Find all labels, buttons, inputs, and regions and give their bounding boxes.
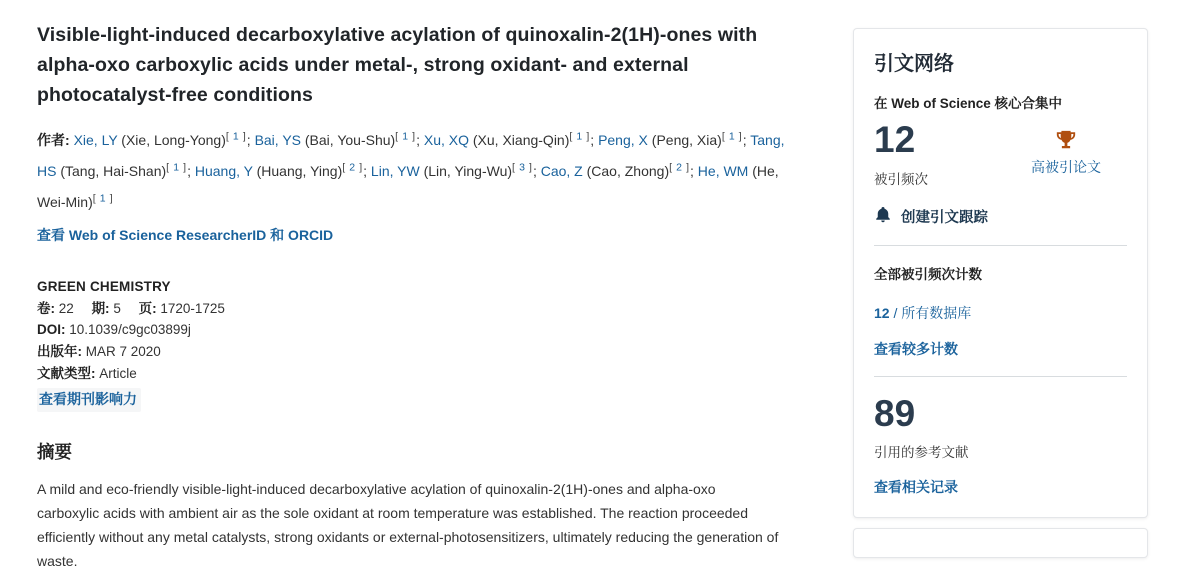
trophy-icon (1055, 129, 1077, 156)
pub-year-value: MAR 7 2020 (85, 344, 161, 360)
issue-label: 期: (91, 300, 110, 316)
author-link[interactable]: Lin, YW (370, 163, 420, 179)
author-affiliation-sup: [ 1 ] (166, 161, 188, 174)
pages-label: 页: (138, 300, 157, 316)
authors-label: 作者: (37, 132, 70, 148)
view-more-counts-link[interactable]: 查看较多计数 (874, 340, 958, 357)
author-affiliation-sup: [ 1 ] (569, 130, 591, 143)
create-citation-alert[interactable] (874, 205, 1127, 228)
journal-impact-link[interactable]: 查看期刊影响力 (37, 388, 141, 413)
author-separator: ; (416, 132, 424, 148)
researcherid-orcid-link[interactable]: 查看 Web of Science ResearcherID 和 ORCID (37, 227, 334, 243)
journal-info (37, 276, 787, 412)
next-panel-partial (853, 528, 1148, 558)
author-affiliation-link[interactable]: 2 (676, 161, 683, 174)
author-affiliation-link[interactable]: 1 (402, 130, 410, 143)
author-affiliation-link[interactable]: 1 (99, 192, 107, 205)
author-full-name: (He, Wei-Min) (37, 163, 779, 210)
highly-cited-badge[interactable] (1031, 120, 1101, 177)
divider (874, 245, 1127, 246)
pub-year-row (37, 341, 787, 363)
author-link[interactable]: Cao, Z (540, 163, 583, 179)
author-full-name: (Bai, You-Shu) (301, 132, 396, 148)
citation-network-heading: 引文网络 (874, 53, 954, 75)
author-affiliation-sup: [ 3 ] (512, 161, 533, 174)
pub-year-label: 出版年: (37, 344, 82, 360)
abstract-heading: 摘要 (37, 442, 72, 463)
cited-references-label: 引用的参考文献 (874, 445, 969, 461)
doc-type-label: 文献类型: (37, 365, 96, 381)
author-link[interactable]: Huang, Y (194, 163, 253, 179)
author-affiliation-sup: [ 1 ] (92, 192, 114, 205)
author-full-name: (Lin, Ying-Wu) (419, 163, 513, 179)
citation-network-panel (853, 28, 1148, 518)
all-databases-label: / 所有数据库 (893, 304, 972, 321)
bell-icon (874, 205, 892, 228)
all-citation-counts-label: 全部被引频次计数 (874, 266, 982, 282)
journal-name: GREEN CHEMISTRY (37, 279, 171, 294)
author-link[interactable]: Tang, HS (37, 132, 785, 179)
author-affiliation-sup: [ 1 ] (225, 130, 247, 143)
doc-type-value: Article (99, 365, 137, 381)
volume-value: 22 (58, 300, 74, 316)
author-full-name: (Xu, Xiang-Qin) (469, 132, 570, 148)
author-affiliation-sup: [ 1 ] (721, 130, 743, 143)
author-full-name: (Peng, Xia) (647, 132, 722, 148)
author-separator: ; (742, 132, 751, 148)
doi-value: 10.1039/c9gc03899j (69, 322, 191, 338)
pages-value: 1720-1725 (160, 300, 225, 316)
author-affiliation-link[interactable]: 1 (232, 130, 240, 143)
author-separator: ; (690, 163, 698, 179)
author-full-name: (Cao, Zhong) (582, 163, 670, 179)
core-collection-label: 在 Web of Science 核心合集中 (874, 96, 1063, 111)
author-full-name: (Huang, Ying) (252, 163, 343, 179)
authors-list (37, 132, 785, 210)
author-affiliation-sup: [ 2 ] (342, 161, 364, 174)
author-link[interactable]: Xu, XQ (423, 132, 469, 148)
author-affiliation-sup: [ 1 ] (395, 130, 417, 143)
view-related-records-link[interactable]: 查看相关记录 (874, 479, 958, 496)
author-separator: ; (187, 163, 195, 179)
author-link[interactable]: Peng, X (598, 132, 648, 148)
page-title: Visible-light-induced decarboxylative acylation of quinoxalin-2(1H)-ones with alpha-oxo carboxylic acids under metal-, strong oxidant- and external photocatalyst-free conditions (37, 24, 758, 106)
author-link[interactable]: Xie, LY (73, 132, 118, 148)
times-cited-label: 被引频次 (874, 171, 928, 187)
highly-cited-link[interactable]: 高被引论文 (1031, 159, 1101, 175)
author-full-name: (Xie, Long-Yong) (117, 132, 226, 148)
author-link[interactable]: Bai, YS (254, 132, 301, 148)
article-record (37, 20, 787, 573)
author-affiliation-link[interactable]: 1 (576, 130, 584, 143)
divider (874, 376, 1127, 377)
abstract-text: A mild and eco-friendly visible-light-induced decarboxylative acylation of quinoxalin-2(1H)-ones and alpha-oxo carboxylic acids with ambient air as the sole oxidant at room temperature was established. The reaction proceeded efficiently without any metal catalysts, strong oxidants or external-photosensitizers, ultimately reducing the generation of waste. (37, 481, 779, 570)
doi-row (37, 319, 787, 341)
volume-label: 卷: (37, 300, 55, 316)
author-affiliation-link[interactable]: 1 (173, 161, 181, 174)
times-cited-block (874, 120, 928, 188)
cited-references-count: 89 (874, 392, 916, 434)
author-affiliation-link[interactable]: 2 (349, 161, 357, 174)
times-cited-row (874, 120, 1127, 188)
author-separator: ; (363, 163, 371, 179)
authors-line (37, 125, 787, 218)
volume-issue-pages-row (37, 298, 787, 320)
create-citation-alert-label: 创建引文跟踪 (901, 209, 988, 226)
author-separator: ; (590, 132, 599, 148)
times-cited-count: 12 (874, 119, 916, 160)
author-affiliation-link[interactable]: 1 (728, 130, 736, 143)
author-link[interactable]: He, WM (697, 163, 749, 179)
author-separator: ; (532, 163, 541, 179)
all-databases-row (874, 303, 1127, 323)
all-databases-count-link[interactable]: 12 (874, 304, 890, 321)
issue-value: 5 (113, 300, 121, 316)
author-affiliation-sup: [ 2 ] (669, 161, 691, 174)
doc-type-row (37, 363, 787, 385)
author-affiliation-link[interactable]: 3 (519, 161, 526, 174)
author-separator: ; (246, 132, 255, 148)
doi-label: DOI: (37, 322, 66, 338)
author-full-name: (Tang, Hai-Shan) (56, 163, 167, 179)
